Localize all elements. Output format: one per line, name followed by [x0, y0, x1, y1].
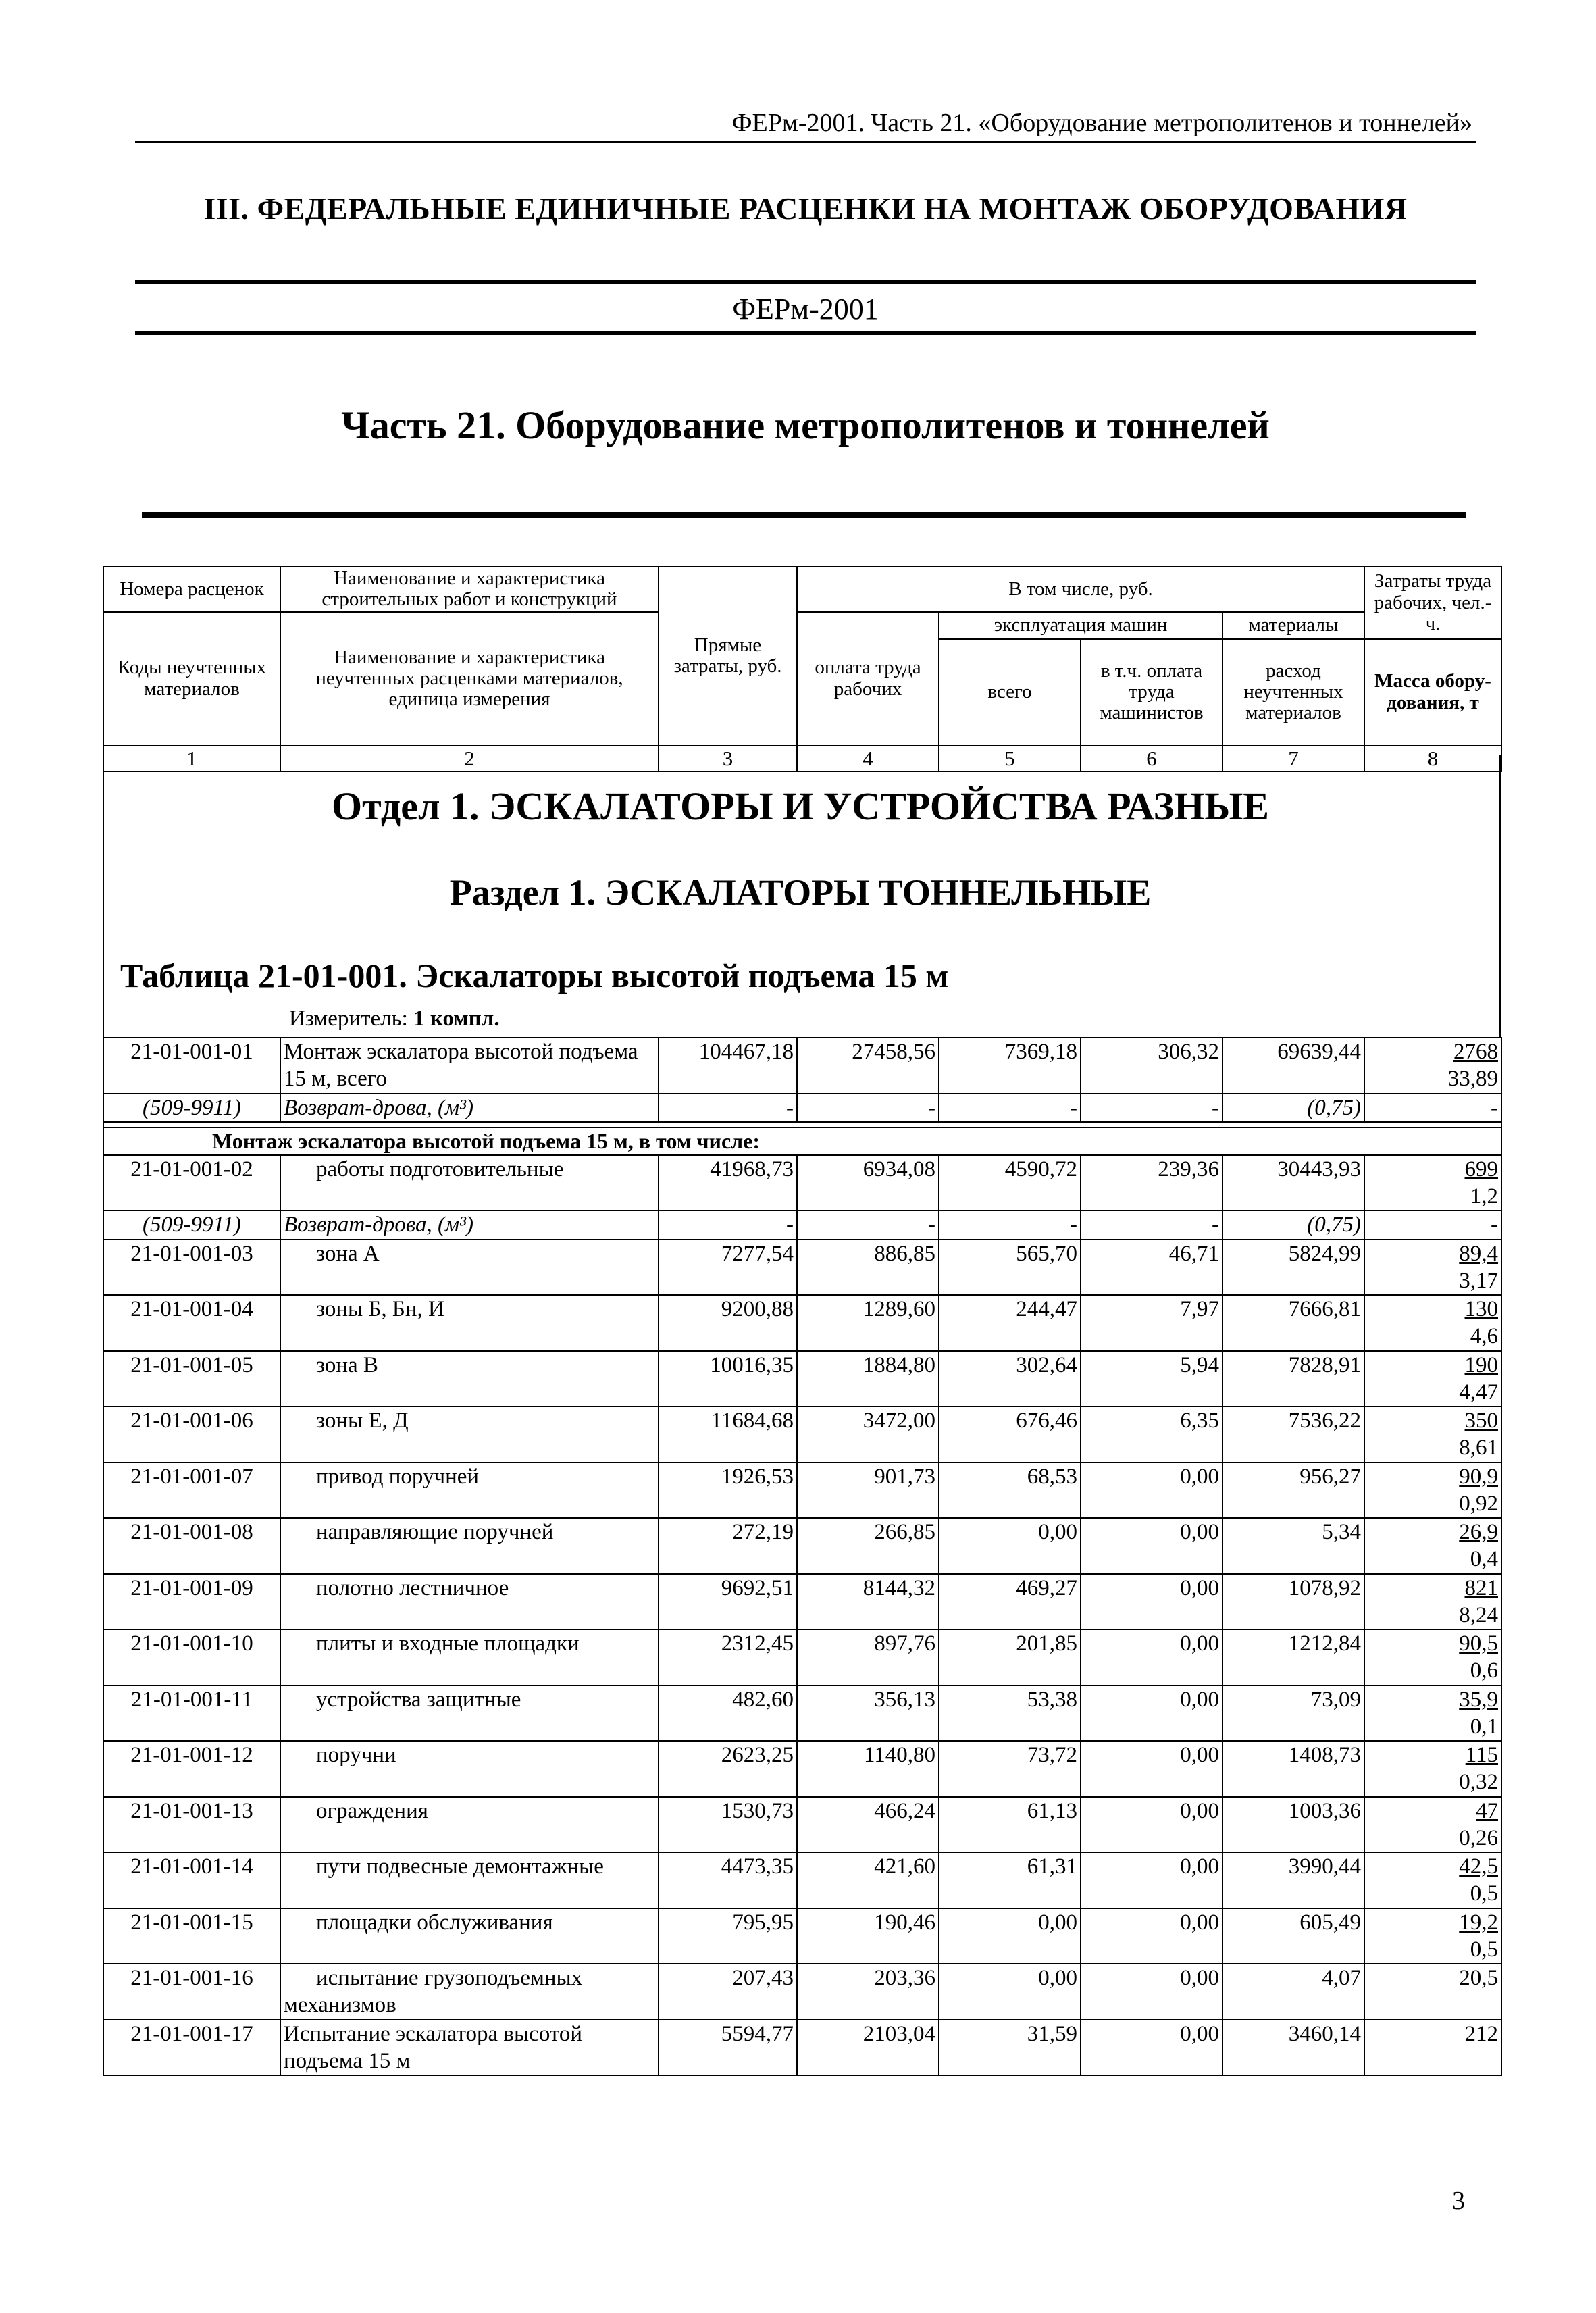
- machines-total: 53,38: [939, 1685, 1081, 1742]
- rate-code: 21-01-001-08: [103, 1518, 280, 1574]
- machines-total: 7369,18: [939, 1038, 1081, 1094]
- machines-wages: 0,00: [1081, 1741, 1222, 1797]
- materials: 1408,73: [1222, 1741, 1364, 1797]
- rate-code: 21-01-001-10: [103, 1629, 280, 1685]
- rate-code: 21-01-001-03: [103, 1240, 280, 1296]
- machines-total: 469,27: [939, 1574, 1081, 1630]
- hdr-machines: эксплуатация машин: [939, 612, 1222, 639]
- table-row: [103, 1685, 1501, 1742]
- materials: 5,34: [1222, 1518, 1364, 1574]
- standard-rule-bottom: [135, 331, 1476, 335]
- hdr-machines-wages: в т.ч. оплата труда машинистов: [1081, 639, 1222, 746]
- mass: 0,32: [1459, 1770, 1498, 1795]
- materials: 1212,84: [1222, 1629, 1364, 1685]
- machines-total: 61,13: [939, 1797, 1081, 1853]
- labor: 90,5: [1459, 1631, 1498, 1656]
- table-row: [103, 1038, 1501, 1094]
- labor-mass: [1364, 1852, 1501, 1908]
- work-name-text: зоны Б, Бн, И: [316, 1297, 444, 1322]
- rate-code: 21-01-001-15: [103, 1908, 280, 1964]
- materials: 73,09: [1222, 1685, 1364, 1742]
- machines-wages: 7,97: [1081, 1295, 1222, 1351]
- hdr-labor: Затраты труда рабочих, чел.-ч.: [1364, 567, 1501, 639]
- work-name: Монтаж эскалатора высотой подъема 15 м, всего: [280, 1038, 659, 1094]
- materials: 1078,92: [1222, 1574, 1364, 1630]
- labor-mass: [1364, 1797, 1501, 1853]
- machines-total: 73,72: [939, 1741, 1081, 1797]
- materials: 3990,44: [1222, 1852, 1364, 1908]
- measure-value: 1 компл.: [413, 1007, 500, 1031]
- table-row: [103, 1852, 1501, 1908]
- labor: 115: [1465, 1743, 1498, 1768]
- table-row: [103, 1463, 1501, 1519]
- labor: 47: [1476, 1798, 1498, 1823]
- work-name-text: площадки обслуживания: [316, 1910, 553, 1935]
- wages: 3472,00: [797, 1406, 939, 1463]
- labor: 190: [1464, 1352, 1498, 1377]
- labor: 2768: [1453, 1040, 1498, 1064]
- dash: -: [797, 1211, 939, 1239]
- direct-costs: 41968,73: [659, 1155, 797, 1211]
- materials: 7666,81: [1222, 1295, 1364, 1351]
- material-name: Возврат-дрова, (м³): [280, 1094, 659, 1122]
- hdr-materials-unaccounted: расход неучтенных материалов: [1222, 639, 1364, 746]
- labor-mass: [1364, 1741, 1501, 1797]
- materials: 69639,44: [1222, 1038, 1364, 1094]
- mass: 4,47: [1459, 1379, 1498, 1404]
- direct-costs: 1926,53: [659, 1463, 797, 1519]
- work-name-text: пути подвесные демонтажные: [316, 1854, 604, 1879]
- dash: -: [939, 1211, 1081, 1239]
- work-name: [280, 1741, 659, 1797]
- rate-code: 21-01-001-05: [103, 1351, 280, 1407]
- labor: 90,9: [1459, 1464, 1498, 1489]
- machines-wages: 0,00: [1081, 1629, 1222, 1685]
- row-gap: [103, 1122, 1501, 1127]
- standard-rule-top: [135, 280, 1476, 284]
- labor: 130: [1464, 1297, 1498, 1322]
- rate-code: 21-01-001-09: [103, 1574, 280, 1630]
- labor: 821: [1464, 1575, 1498, 1600]
- hdr-num: 6: [1081, 746, 1222, 771]
- dash: -: [1364, 1094, 1501, 1122]
- wages: 1884,80: [797, 1351, 939, 1407]
- labor-mass: [1364, 1295, 1501, 1351]
- labor-mass: [1364, 1908, 1501, 1964]
- material-qty: (0,75): [1222, 1211, 1364, 1239]
- labor: 42,5: [1459, 1854, 1498, 1879]
- labor: 212: [1364, 2020, 1501, 2076]
- wages: 266,85: [797, 1518, 939, 1574]
- machines-total: 302,64: [939, 1351, 1081, 1407]
- labor: 350: [1464, 1408, 1498, 1433]
- work-name-text: работы подготовительные: [316, 1156, 564, 1181]
- table-title: Таблица 21-01-001. Эскалаторы высотой подъема 15 м: [120, 957, 949, 994]
- dash: -: [1081, 1211, 1222, 1239]
- hdr-num: 4: [797, 746, 939, 771]
- materials: 7828,91: [1222, 1351, 1364, 1407]
- table-row: [103, 1964, 1501, 2020]
- mass: 0,4: [1470, 1547, 1498, 1572]
- machines-wages: 0,00: [1081, 1908, 1222, 1964]
- part-title: Часть 21. Оборудование метрополитенов и тоннелей: [341, 403, 1270, 447]
- mass: 0,1: [1470, 1714, 1498, 1739]
- direct-costs: 9692,51: [659, 1574, 797, 1630]
- dash: -: [659, 1211, 797, 1239]
- direct-costs: 9200,88: [659, 1295, 797, 1351]
- table-row: [103, 1240, 1501, 1296]
- machines-total: 0,00: [939, 1518, 1081, 1574]
- materials: 4,07: [1222, 1964, 1364, 2020]
- mass: 0,26: [1459, 1825, 1498, 1850]
- wages: 897,76: [797, 1629, 939, 1685]
- labor-mass: [1364, 1574, 1501, 1630]
- wages: 1289,60: [797, 1295, 939, 1351]
- wages: 27458,56: [797, 1038, 939, 1094]
- machines-wages: 0,00: [1081, 1964, 1222, 2020]
- machines-wages: 6,35: [1081, 1406, 1222, 1463]
- wages: 886,85: [797, 1240, 939, 1296]
- wages: 901,73: [797, 1463, 939, 1519]
- rate-code: 21-01-001-07: [103, 1463, 280, 1519]
- table-row: [103, 1295, 1501, 1351]
- mass: 4,6: [1470, 1324, 1498, 1349]
- work-name: [280, 1463, 659, 1519]
- direct-costs: 272,19: [659, 1518, 797, 1574]
- running-head-rule: [135, 141, 1476, 143]
- wages: 190,46: [797, 1908, 939, 1964]
- hdr-codes-top: Номера расценок: [103, 567, 280, 612]
- wages: 1140,80: [797, 1741, 939, 1797]
- rate-code: 21-01-001-02: [103, 1155, 280, 1211]
- hdr-direct-costs: Прямые затраты, руб.: [659, 567, 797, 746]
- direct-costs: 4473,35: [659, 1852, 797, 1908]
- rate-code: 21-01-001-11: [103, 1685, 280, 1742]
- work-name-text: зоны Е, Д: [316, 1408, 409, 1433]
- machines-total: 0,00: [939, 1908, 1081, 1964]
- labor-mass: [1364, 1406, 1501, 1463]
- table-row: [103, 1629, 1501, 1685]
- work-name: [280, 1574, 659, 1630]
- work-name-text: привод поручней: [316, 1464, 480, 1489]
- wages: 6934,08: [797, 1155, 939, 1211]
- machines-total: 244,47: [939, 1295, 1081, 1351]
- work-name: [280, 1351, 659, 1407]
- direct-costs: 7277,54: [659, 1240, 797, 1296]
- table-row: [103, 1908, 1501, 1964]
- subheader-row: [103, 1127, 1501, 1155]
- material-code: (509-9911): [103, 1211, 280, 1239]
- material-name: Возврат-дрова, (м³): [280, 1211, 659, 1239]
- hdr-codes-bottom: Коды неучтенных материалов: [103, 612, 280, 746]
- work-name-text-cont: механизмов: [284, 1993, 396, 2018]
- hdr-num: 1: [103, 746, 280, 771]
- work-name-text: испытание грузоподъемных: [316, 1966, 583, 1991]
- labor-mass: [1364, 1518, 1501, 1574]
- measure-label: Измеритель:: [289, 1007, 408, 1031]
- machines-total: 201,85: [939, 1629, 1081, 1685]
- machines-total: 61,31: [939, 1852, 1081, 1908]
- materials: 30443,93: [1222, 1155, 1364, 1211]
- hdr-materials: материалы: [1222, 612, 1364, 639]
- subheader: Монтаж эскалатора высотой подъема 15 м, в том числе:: [103, 1127, 1501, 1155]
- machines-wages: 306,32: [1081, 1038, 1222, 1094]
- machines-wages: 46,71: [1081, 1240, 1222, 1296]
- work-name-text: зона В: [316, 1352, 378, 1377]
- machines-wages: 0,00: [1081, 1797, 1222, 1853]
- rate-code: 21-01-001-14: [103, 1852, 280, 1908]
- labor: 26,9: [1459, 1520, 1498, 1545]
- direct-costs: 1530,73: [659, 1797, 797, 1853]
- labor: 35,9: [1459, 1687, 1498, 1712]
- hdr-mass: Масса обору-дования, т: [1364, 639, 1501, 746]
- machines-wages: 0,00: [1081, 1852, 1222, 1908]
- rate-code: 21-01-001-12: [103, 1741, 280, 1797]
- mass: 0,6: [1470, 1658, 1498, 1683]
- machines-wages: 0,00: [1081, 1574, 1222, 1630]
- wages: 203,36: [797, 1964, 939, 2020]
- table-row: [103, 1518, 1501, 1574]
- standard-name: ФЕРм-2001: [732, 293, 879, 326]
- work-name: [280, 1406, 659, 1463]
- page-number: 3: [1452, 2187, 1465, 2215]
- dash: -: [659, 1094, 797, 1122]
- direct-costs: 482,60: [659, 1685, 797, 1742]
- hdr-machines-total: всего: [939, 639, 1081, 746]
- labor-mass: [1364, 1629, 1501, 1685]
- table-row: [103, 1797, 1501, 1853]
- hdr-including: В том числе, руб.: [797, 567, 1364, 612]
- rates-table: [103, 1037, 1502, 2076]
- material-row: [103, 1211, 1501, 1239]
- labor-mass: [1364, 1351, 1501, 1407]
- rate-code: 21-01-001-06: [103, 1406, 280, 1463]
- labor-mass: [1364, 1155, 1501, 1211]
- hdr-wages: оплата труда рабочих: [797, 612, 939, 746]
- work-name-text: полотно лестничное: [316, 1575, 509, 1600]
- dash: -: [939, 1094, 1081, 1122]
- hdr-num: 8: [1364, 746, 1501, 771]
- direct-costs: 2623,25: [659, 1741, 797, 1797]
- hdr-name-top: Наименование и характеристика строительных работ и конструкций: [280, 567, 659, 612]
- measure-unit: [289, 1007, 500, 1032]
- materials: 605,49: [1222, 1908, 1364, 1964]
- part-rule: [142, 512, 1466, 518]
- work-name-text: зона А: [316, 1241, 380, 1266]
- mass: 3,17: [1459, 1268, 1498, 1293]
- material-qty: (0,75): [1222, 1094, 1364, 1122]
- machines-wages: 0,00: [1081, 2020, 1222, 2076]
- table-row: [103, 2020, 1501, 2076]
- mass: 0,5: [1470, 1937, 1498, 1962]
- mass: 1,2: [1470, 1184, 1498, 1209]
- direct-costs: 5594,77: [659, 2020, 797, 2076]
- labor: 19,2: [1459, 1910, 1498, 1935]
- labor-mass: [1364, 1240, 1501, 1296]
- work-name-text: поручни: [316, 1743, 396, 1768]
- hdr-num: 7: [1222, 746, 1364, 771]
- material-code: (509-9911): [103, 1094, 280, 1122]
- wages: 2103,04: [797, 2020, 939, 2076]
- labor: 20,5: [1364, 1964, 1501, 2020]
- materials: 5824,99: [1222, 1240, 1364, 1296]
- wages: 356,13: [797, 1685, 939, 1742]
- hdr-num: 3: [659, 746, 797, 771]
- machines-total: 31,59: [939, 2020, 1081, 2076]
- work-name: Испытание эскалатора высотой подъема 15 м: [280, 2020, 659, 2076]
- dash: -: [797, 1094, 939, 1122]
- labor-mass: [1364, 1685, 1501, 1742]
- machines-total: 68,53: [939, 1463, 1081, 1519]
- work-name: [280, 1629, 659, 1685]
- mass: 8,61: [1459, 1435, 1498, 1460]
- labor: 89,4: [1459, 1241, 1498, 1266]
- table-header: [103, 566, 1502, 772]
- work-name: [280, 1852, 659, 1908]
- wages: 8144,32: [797, 1574, 939, 1630]
- dash: -: [1364, 1211, 1501, 1239]
- hdr-num: 5: [939, 746, 1081, 771]
- machines-wages: 5,94: [1081, 1351, 1222, 1407]
- work-name: [280, 1797, 659, 1853]
- work-name: [280, 1240, 659, 1296]
- work-name: [280, 1685, 659, 1742]
- rate-code: 21-01-001-04: [103, 1295, 280, 1351]
- mass: 0,5: [1470, 1881, 1498, 1906]
- work-name-text: устройства защитные: [316, 1687, 521, 1712]
- table-row: [103, 1574, 1501, 1630]
- table-row: [103, 1406, 1501, 1463]
- table-row: [103, 1351, 1501, 1407]
- materials: 1003,36: [1222, 1797, 1364, 1853]
- labor: 699: [1464, 1156, 1498, 1181]
- work-name: [280, 1964, 659, 2020]
- machines-total: 565,70: [939, 1240, 1081, 1296]
- dash: -: [1081, 1094, 1222, 1122]
- machines-wages: 0,00: [1081, 1518, 1222, 1574]
- material-row: [103, 1094, 1501, 1122]
- mass: 33,89: [1447, 1067, 1498, 1092]
- materials: 7536,22: [1222, 1406, 1364, 1463]
- main-title: III. ФЕДЕРАЛЬНЫЕ ЕДИНИЧНЫЕ РАСЦЕНКИ НА МОНТАЖ ОБОРУДОВАНИЯ: [203, 191, 1408, 226]
- work-name: [280, 1295, 659, 1351]
- machines-wages: 0,00: [1081, 1463, 1222, 1519]
- materials: 956,27: [1222, 1463, 1364, 1519]
- direct-costs: 104467,18: [659, 1038, 797, 1094]
- table-row: [103, 1741, 1501, 1797]
- rate-code: 21-01-001-16: [103, 1964, 280, 2020]
- wages: 466,24: [797, 1797, 939, 1853]
- table-row: [103, 1155, 1501, 1211]
- direct-costs: 2312,45: [659, 1629, 797, 1685]
- machines-total: 676,46: [939, 1406, 1081, 1463]
- direct-costs: 207,43: [659, 1964, 797, 2020]
- running-head: ФЕРм-2001. Часть 21. «Оборудование метрополитенов и тоннелей»: [731, 109, 1472, 137]
- hdr-num: 2: [280, 746, 659, 771]
- work-name-text: ограждения: [316, 1798, 428, 1823]
- machines-wages: 0,00: [1081, 1685, 1222, 1742]
- work-name-text: плиты и входные площадки: [316, 1631, 580, 1656]
- rate-code: 21-01-001-01: [103, 1038, 280, 1094]
- work-name-text: направляющие поручней: [316, 1520, 554, 1545]
- work-name: [280, 1155, 659, 1211]
- machines-total: 4590,72: [939, 1155, 1081, 1211]
- hdr-name-bottom: Наименование и характеристика неучтенных расценками материалов, единица измерения: [280, 612, 659, 746]
- materials: 3460,14: [1222, 2020, 1364, 2076]
- work-name: [280, 1518, 659, 1574]
- wages: 421,60: [797, 1852, 939, 1908]
- mass: 8,24: [1459, 1602, 1498, 1627]
- labor-mass: [1364, 1038, 1501, 1094]
- direct-costs: 11684,68: [659, 1406, 797, 1463]
- rate-code: 21-01-001-13: [103, 1797, 280, 1853]
- machines-total: 0,00: [939, 1964, 1081, 2020]
- mass: 0,92: [1459, 1491, 1498, 1516]
- direct-costs: 10016,35: [659, 1351, 797, 1407]
- machines-wages: 239,36: [1081, 1155, 1222, 1211]
- labor-mass: [1364, 1463, 1501, 1519]
- direct-costs: 795,95: [659, 1908, 797, 1964]
- work-name: [280, 1908, 659, 1964]
- section-title: Раздел 1. ЭСКАЛАТОРЫ ТОННЕЛЬНЫЕ: [449, 872, 1152, 913]
- rate-code: 21-01-001-17: [103, 2020, 280, 2076]
- department-title: Отдел 1. ЭСКАЛАТОРЫ И УСТРОЙСТВА РАЗНЫЕ: [332, 784, 1269, 828]
